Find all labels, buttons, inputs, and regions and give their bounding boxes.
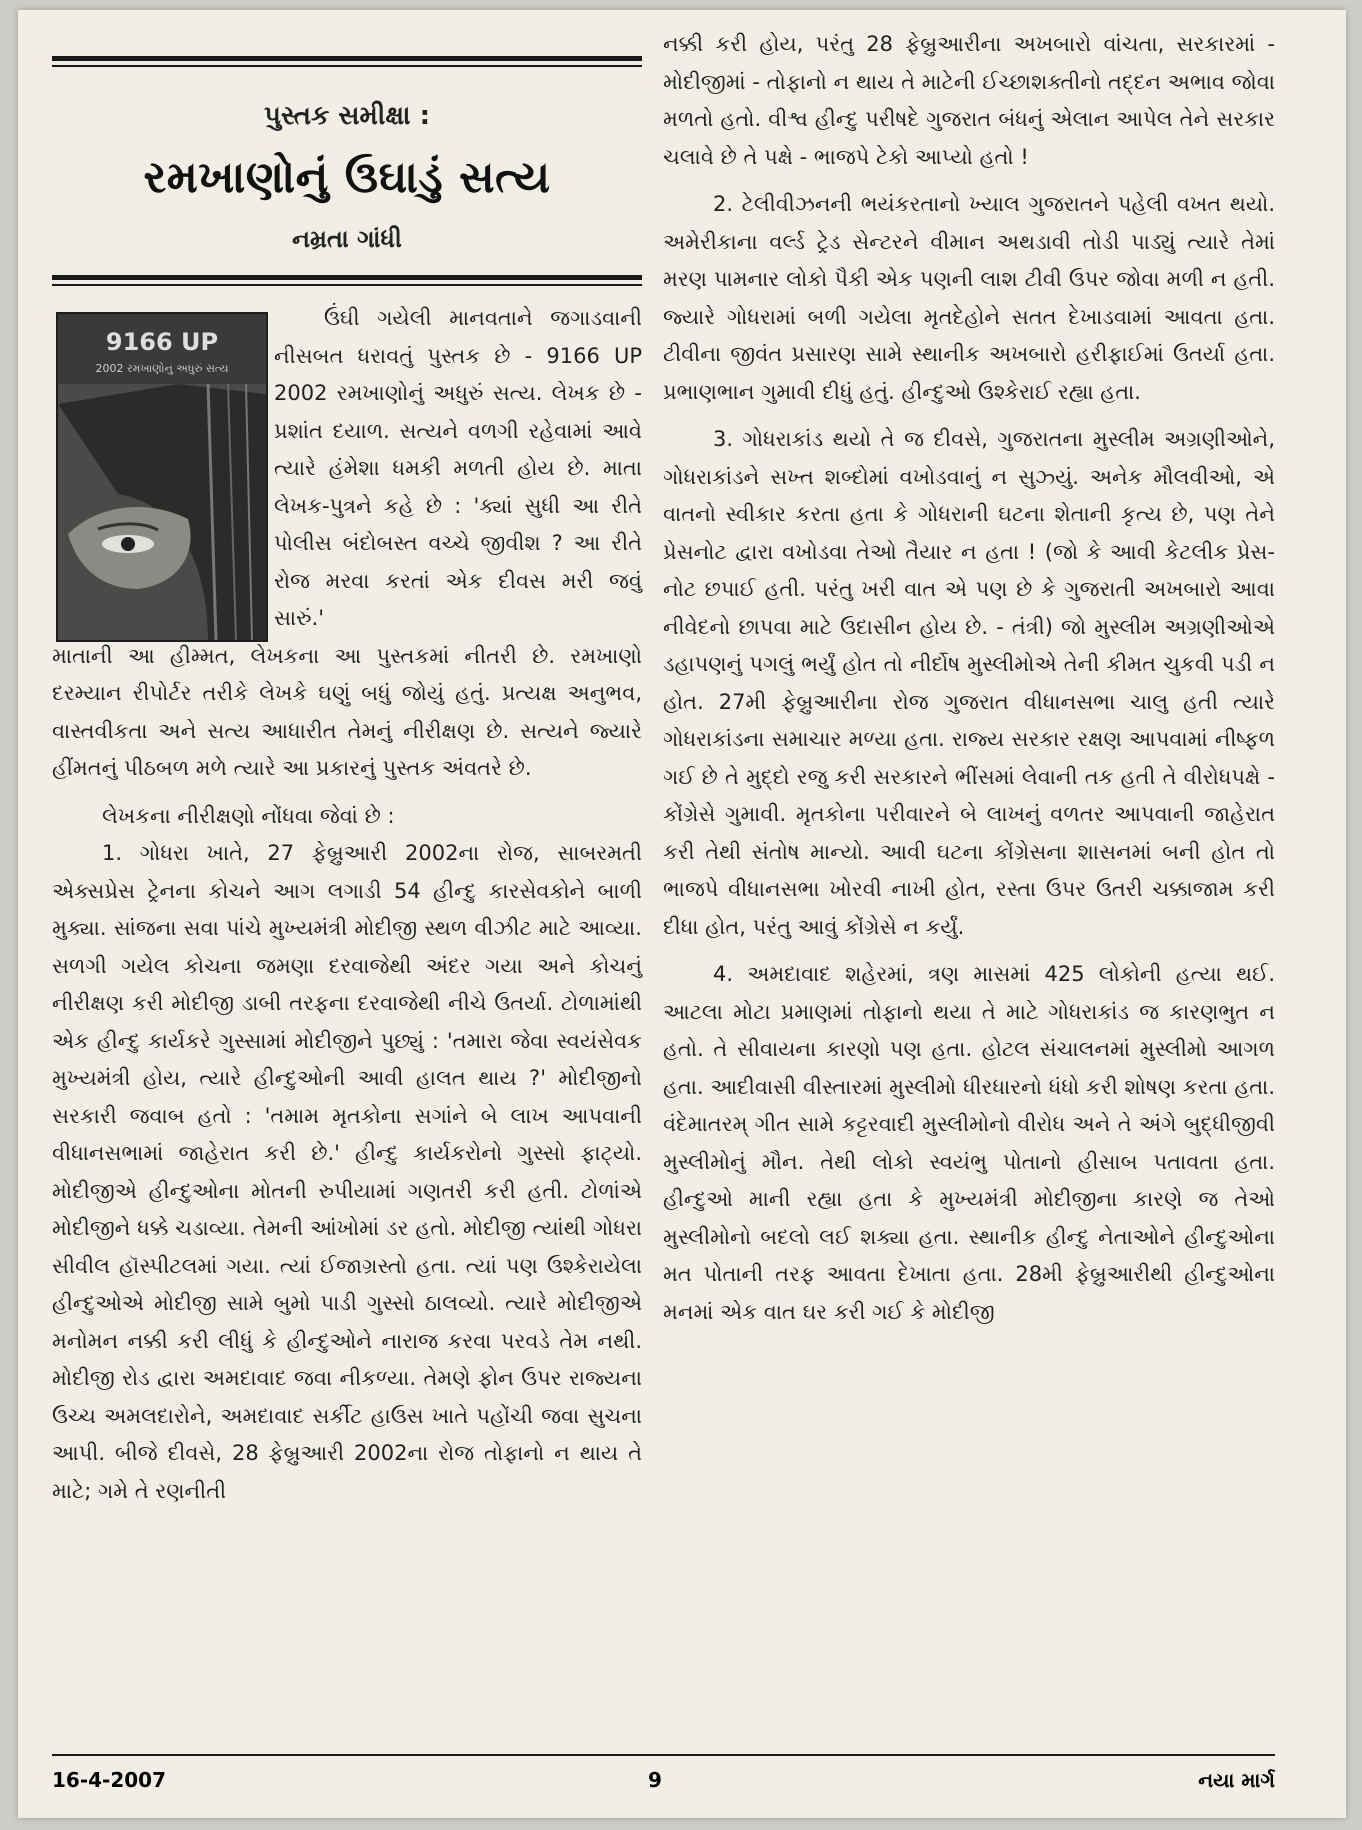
title-top-rule-thin (52, 65, 642, 67)
right-paragraph-1: નક્કી કરી હોય, પરંતુ 28 ફેબ્રુઆરીના અખબારો વાંચતા, સરકારમાં - મોદીજીમાં - તોફાનો ન થાય તે માટેની ઈચ્છાશક્તીનો તદ્દન અભાવ જોવા મળતો હતો. વીશ્વ હીન્દુ પરીષદે ગુજરાત બંધનું એલાન આપેલ તેને સરકાર ચલાવે છે તે પક્ષે - ભાજપે ટેકો આપ્યો હતો ! (663, 32, 1275, 169)
title-bottom-rule (52, 275, 642, 280)
title-bottom-rule-thin (52, 284, 642, 286)
right-column (663, 26, 1275, 1331)
right-paragraph-4: 4. અમદાવાદ શહેરમાં, ત્રણ માસમાં 425 લોકોની હત્યા થઈ. આટલા મોટા પ્રમાણમાં તોફાનો થયા તે માટે ગોધરાકાંડ જ કારણભુત ન હતો. તે સીવાયના કારણો પણ હતા. હોટલ સંચાલનમાં મુસ્લીમો આગળ હતા. આદીવાસી વીસ્તારમાં મુસ્લીમો ધીરધારનો ધંધો કરી શોષણ કરતા હતા. વંદેમાતરમ્ ગીત સામે કટ્ટરવાદી મુસ્લીમોનો વીરોધ અને તે અંગે બુદ્ધીજીવી મુસ્લીમોનું મૌન. તેથી લોકો સ્વયંભુ પોતાનો હીસાબ પતાવતા હતા. હીન્દુઓ માની રહ્યા હતા કે મુખ્યમંત્રી મોદીજીના કારણે જ તેઓ મુસ્લીમોનો બદલો લઈ શક્યા હતા. સ્થાનીક હીન્દુ નેતાઓને હીન્દુઓના મત પોતાની તરફ આવતા દેખાતા હતા. 28મી ફેબ્રુઆરીથી હીન્દુઓના મનમાં એક વાત ઘર કરી ગઈ કે મોદીજી (663, 962, 1275, 1324)
intro-section (52, 300, 642, 638)
title-bottom-rules (52, 275, 642, 286)
intro-paragraph: ઉંઘી ગયેલી માનવતાને જગાડવાની નીસબત ધરાવતું પુસ્તક છે - 9166 UP 2002 રમખાણોનું અધુરું સત્ય. લેખક છે - પ્રશાંત દયાળ. સત્યને વળગી રહેવામાં આવે ત્યારે હંમેશા ધમકી મળતી હોય છે. માતા લેખક-પુત્રને કહે છે : 'ક્યાં સુધી આ રીતે પોલીસ બંદોબસ્ત વચ્ચે જીવીશ ? આ રીતે રોજ મરવા કરતાં એક દીવસ મરી જવું સારું.' (274, 306, 642, 630)
footer-magazine-name: નયા માર્ગ (1198, 1768, 1275, 1792)
footer-page-number: 9 (648, 1768, 662, 1792)
left-column (52, 56, 642, 1510)
right-paragraph-2: 2. ટેલીવીઝનની ભયંકરતાનો ખ્યાલ ગુજરાતને પહેલી વખત થયો. અમેરીકાના વર્લ્ડ ટ્રેડ સેન્ટરને વીમાન અથડાવી તોડી પાડ્યું ત્યારે તેમાં મરણ પામનાર લોકો પૈકી એક પણની લાશ ટીવી ઉપર જોવા મળી ન હતી. જ્યારે ગોધરામાં બળી ગયેલા મૃતદેહોને સતત દેખાડવામાં આવતા હતા. ટીવીના જીવંત પ્રસારણ સામે સ્થાનીક અખબારો હરીફાઈમાં ઉતર્યા હતા. પ્રભાણભાન ગુમાવી દીધું હતું. હીન્દુઓ ઉશ્કેરાઈ રહ્યા હતા. (663, 192, 1275, 404)
book-cover-subtitle: 2002 રમખાણોનું અધુરું સત્ય (95, 362, 229, 375)
left-paragraph-1: માતાની આ હીમ્મત, લેખકના આ પુસ્તકમાં નીતરી છે. રમખાણો દરમ્યાન રીપોર્ટર તરીકે લેખકે ઘણું બધું જોયું હતું. પ્રત્યક્ષ અનુભવ, વાસ્તવીકતા અને સત્ય આધારીત તેમનું નીરીક્ષણ છે. સત્યને જ્યારે હીંમતનું પીઠબળ મળે ત્યારે આ પ્રકારનું પુસ્તક અંવતરે છે. (52, 643, 642, 780)
book-cover-face-illustration (58, 384, 266, 640)
page-footer (52, 1754, 1275, 1792)
book-cover-image (56, 312, 268, 642)
magazine-page (18, 10, 1346, 1818)
article-kicker: પુસ્તક સમીક્ષા : (264, 101, 430, 131)
article-author: નમ્રતા ગાંધી (292, 225, 402, 253)
left-paragraph-3: 1. ગોધરા ખાતે, 27 ફેબ્રુઆરી 2002ના રોજ, સાબરમતી એક્સપ્રેસ ટ્રેનના કોચને આગ લગાડી 54 હીન્દુ કારસેવકોને બાળી મુક્યા. સાંજના સવા પાંચે મુખ્યમંત્રી મોદીજી સ્થળ વીઝીટ માટે આવ્યા. સળગી ગયેલ કોચના જમણા દરવાજેથી અંદર ગયા અને કોચનું નીરીક્ષણ કરી મોદીજી ડાબી તરફના દરવાજેથી નીચે ઉતર્યા. ટોળામાંથી એક હીન્દુ કાર્યકરે ગુસ્સામાં મોદીજીને પુછ્યું : 'તમારા જેવા સ્વયંસેવક મુખ્યમંત્રી હોય, ત્યારે હીન્દુઓની આવી હાલત થાય ?' મોદીજીનો સરકારી જવાબ હતો : 'તમામ મૃતકોના સગાંને બે લાખ આપવાની વીધાનસભામાં જાહેરાત કરી છે.' હીન્દુ કાર્યકરોનો ગુસ્સો ફાટ્યો. મોદીજીએ હીન્દુઓના મોતની રુપીયામાં ગણતરી કરી હતી. ટોળાંએ મોદીજીને ધક્કે ચડાવ્યા. તેમની આંખોમાં ડર હતો. મોદીજી ત્યાંથી ગોધરા સીવીલ હૉસ્પીટલમાં ગયા. ત્યાં ઈજાગ્રસ્તો હતા. ત્યાં પણ ઉશ્કેરાયેલા હીન્દુઓએ મોદીજી સામે બુમો પાડી ગુસ્સો ઠાલવ્યો. ત્યારે મોદીજીએ મનોમન નક્કી કરી લીધું કે હીન્દુઓને નારાજ કરવા પરવડે તેમ નથી. મોદીજી રોડ દ્વારા અમદાવાદ જવા નીકળ્યા. તેમણે ફોન ઉપર રાજ્યના ઉચ્ચ અમલદારોને, અમદાવાદ સર્કીટ હાઉસ ખાતે પહોંચી જવા સુચના આપી. બીજે દીવસે, 28 ફેબ્રુઆરી 2002ના રોજ તોફાનો ન થાય તે માટે; ગમે તે રણનીતી (52, 841, 642, 1503)
left-paragraph-2: લેખકના નીરીક્ષણો નોંધવા જેવાં છે : (102, 803, 395, 828)
footer-date: 16-4-2007 (52, 1768, 167, 1792)
book-cover-code: 9166 UP (105, 328, 219, 356)
intro-paragraph-wrap (274, 300, 642, 638)
title-top-rule (52, 56, 642, 61)
article-headline: રમખાણોનું ઉઘાડું સત્ય (143, 152, 551, 203)
right-paragraph-3: 3. ગોધરાકાંડ થયો તે જ દીવસે, ગુજરાતના મુસ્લીમ અગ્રણીઓને, ગોધરાકાંડને સખ્ત શબ્દોમાં વખોડવાનું ન સુઝ્યું. અનેક મૌલવીઓ, એ વાતનો સ્વીકાર કરતા હતા કે ગોધરાની ઘટના શેતાની કૃત્ય છે, પણ તેને પ્રેસનોટ દ્વારા વખોડવા તેઓ તૈયાર ન હતા ! (જો કે આવી કેટલીક પ્રેસ-નોટ છપાઈ હતી. પરંતુ ખરી વાત એ પણ છે કે ગુજરાતી અખબારો આવા નીવેદનો છાપવા માટે ઉદાસીન હોય છે. - તંત્રી) જો મુસ્લીમ અગ્રણીઓએ ડહાપણનું પગલું ભર્યું હોત તો નીર્દોષ મુસ્લીમોએ તેની કીમત ચુકવી પડી ન હોત. 27મી ફેબ્રુઆરીના રોજ ગુજરાત વીધાનસભા ચાલુ હતી ત્યારે ગોધરાકાંડના સમાચાર મળ્યા હતા. રાજ્ય સરકાર રક્ષણ આપવામાં નીષ્ફળ ગઈ છે તે મુદ્દો રજુ કરી સરકારને ભીંસમાં લેવાની તક હતી તે વીરોધપક્ષે - કોંગ્રેસે ગુમાવી. મૃતકોના પરીવારને બે લાખનું વળતર આપવાની જાહેરાત કરી તેથી સંતોષ માન્યો. આવી ઘટના કોંગ્રેસના શાસનમાં બની હોત તો ભાજપે વીધાનસભા ખોરવી નાખી હોત, રસ્તા ઉપર ઉતરી ચક્કાજામ કરી દીધા હોત, પરંતુ આવું કોંગ્રેસે ન કર્યું. (663, 427, 1275, 939)
